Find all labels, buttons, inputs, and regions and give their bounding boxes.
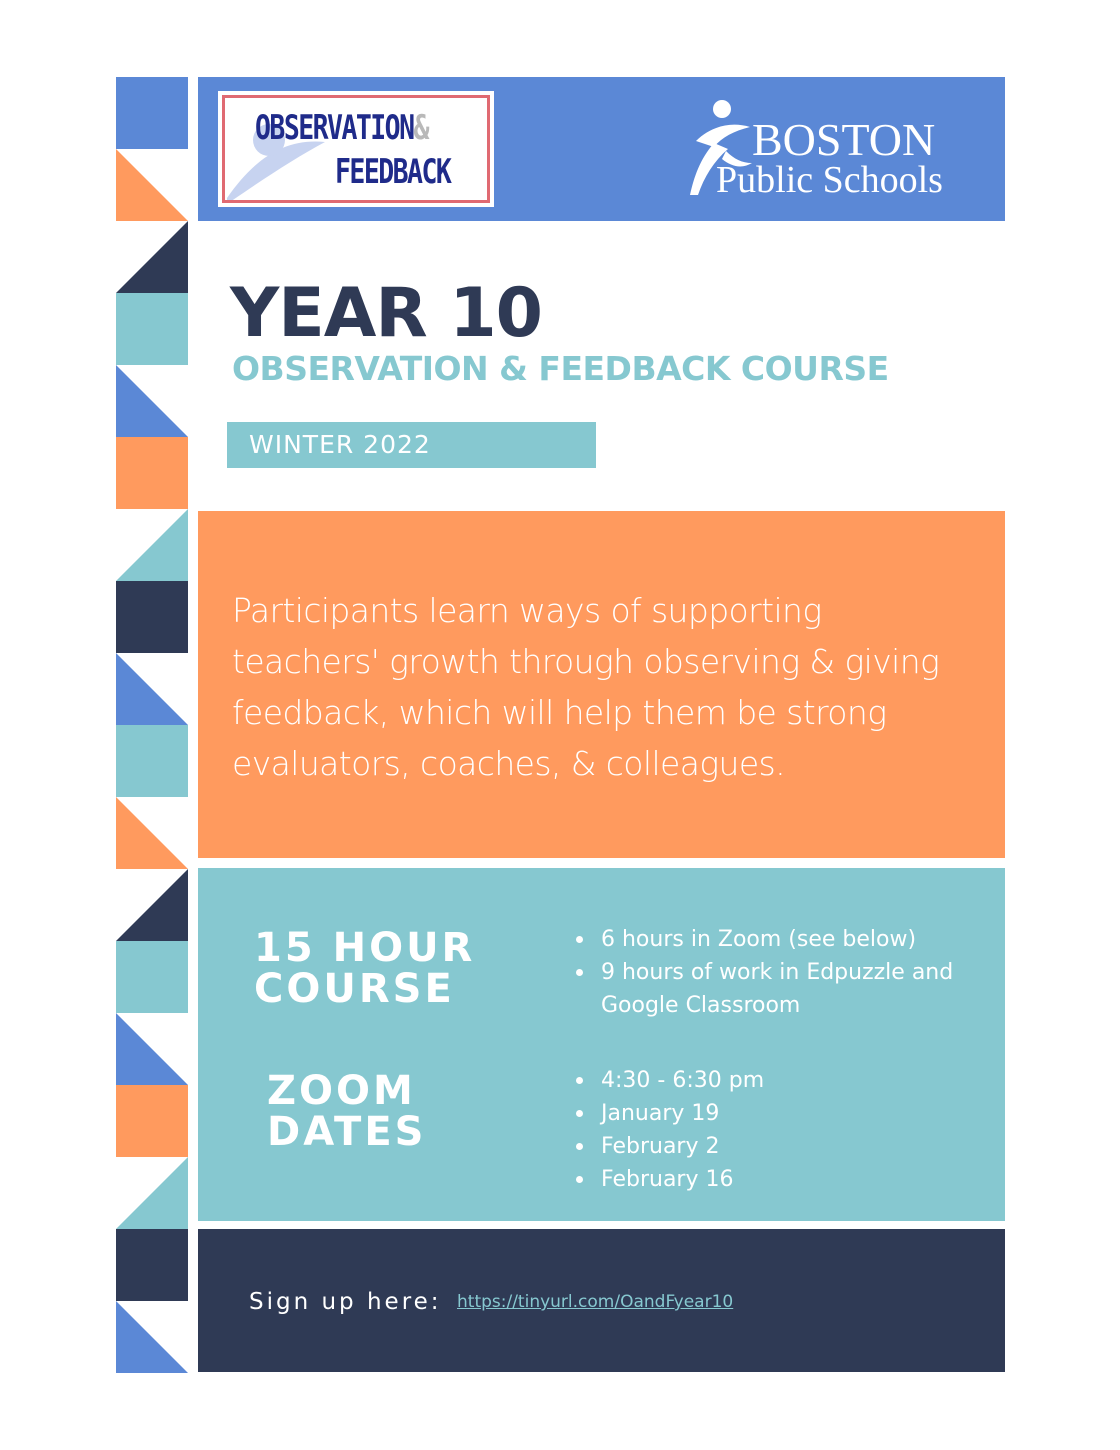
decor-shape	[116, 365, 188, 437]
list-item: 6 hours in Zoom (see below)	[574, 923, 974, 956]
header-banner	[198, 77, 1005, 221]
decor-tile	[116, 293, 188, 365]
course-heading-line2: COURSE	[254, 966, 455, 1012]
zoom-dates-list	[574, 1064, 974, 1196]
decor-tile	[116, 365, 188, 437]
decor-shape	[116, 1013, 188, 1085]
decor-shape	[116, 77, 188, 149]
decor-shape	[116, 1229, 188, 1301]
list-item: 9 hours of work in Edpuzzle and Google Classroom	[574, 956, 974, 1022]
list-item: February 2	[574, 1130, 974, 1163]
decor-tile	[116, 1157, 188, 1229]
decor-tile	[116, 653, 188, 725]
decor-tile	[116, 221, 188, 293]
decor-tile	[116, 1301, 188, 1373]
signup-panel	[198, 1229, 1005, 1372]
observation-feedback-logo	[218, 91, 494, 207]
decor-shape	[116, 509, 188, 581]
signup-link[interactable]: https://tinyurl.com/OandFyear10	[457, 1292, 734, 1312]
decor-shape	[116, 725, 188, 797]
decor-tile	[116, 149, 188, 221]
season-badge	[227, 422, 596, 468]
course-details-list	[574, 923, 974, 1022]
page-title: YEAR 10	[230, 274, 542, 353]
logo-ampersand: &	[413, 108, 428, 148]
decor-shape	[116, 1085, 188, 1157]
decor-shape	[116, 797, 188, 869]
decor-shape	[116, 1301, 188, 1373]
description-text: Participants learn ways of supporting teachers' growth through observing & giving feedback, which will help them be strong evaluators, coaches, & colleagues.	[232, 591, 940, 783]
decor-tile	[116, 797, 188, 869]
decor-shape	[116, 653, 188, 725]
decor-tile	[116, 437, 188, 509]
decor-tile	[116, 869, 188, 941]
logo-line1: OBSERVATION	[255, 108, 414, 148]
list-item: January 19	[574, 1097, 974, 1130]
decor-tile	[116, 77, 188, 149]
decor-shape	[116, 293, 188, 365]
decor-shape	[116, 437, 188, 509]
decor-tile	[116, 725, 188, 797]
signup-label: Sign up here:	[249, 1289, 442, 1315]
decor-shape	[116, 581, 188, 653]
page-subtitle: OBSERVATION & FEEDBACK COURSE	[232, 349, 889, 388]
decor-tile	[116, 1229, 188, 1301]
list-item: 4:30 - 6:30 pm	[574, 1064, 974, 1097]
decor-tile	[116, 941, 188, 1013]
decor-shape	[116, 1157, 188, 1229]
list-item: February 16	[574, 1163, 974, 1196]
course-info-panel	[198, 868, 1005, 1221]
logo-line2: FEEDBACK	[335, 152, 451, 192]
decor-shape	[116, 221, 188, 293]
zoom-heading-line2: DATES	[267, 1109, 427, 1155]
decor-tile	[116, 581, 188, 653]
zoom-heading-line1: ZOOM	[267, 1068, 416, 1114]
decor-shape	[116, 149, 188, 221]
decor-tile	[116, 1085, 188, 1157]
boston-public-schools-logo	[686, 95, 986, 205]
description-panel	[198, 511, 1005, 858]
decor-tile	[116, 1013, 188, 1085]
course-heading-line1: 15 HOUR	[254, 925, 476, 971]
zoom-heading	[267, 1068, 427, 1155]
decor-shape	[116, 941, 188, 1013]
season-label: WINTER 2022	[249, 430, 431, 459]
decorative-strip	[116, 77, 188, 1373]
decor-shape	[116, 869, 188, 941]
bps-logo-public-schools: Public Schools	[716, 159, 943, 201]
course-heading	[254, 925, 476, 1012]
bps-logo-boston: BOSTON	[752, 114, 936, 165]
decor-tile	[116, 509, 188, 581]
